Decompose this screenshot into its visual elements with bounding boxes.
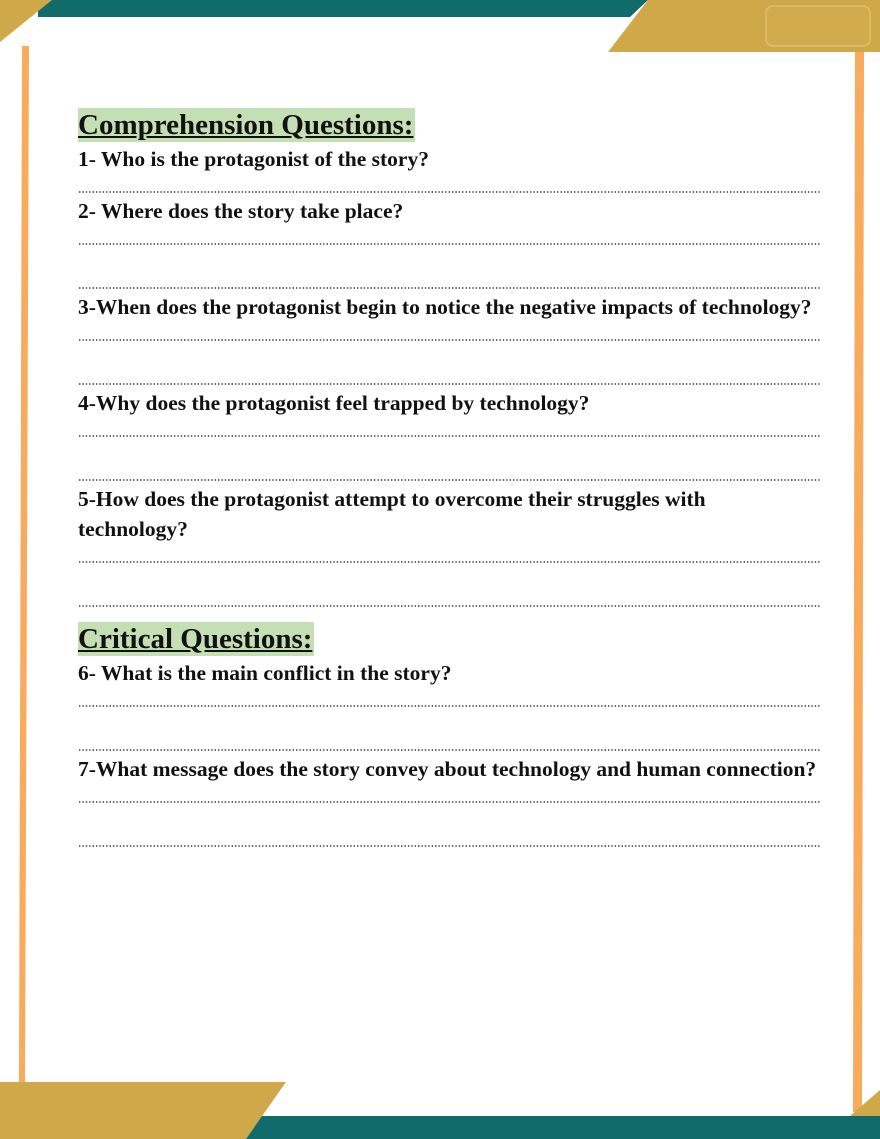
answer-line[interactable]: [78, 368, 820, 388]
section-heading: Critical Questions:: [78, 623, 313, 655]
bottom-left-gold-band: [0, 1082, 286, 1139]
answer-line[interactable]: [78, 786, 820, 806]
answer-line[interactable]: [78, 420, 820, 440]
top-teal-band: [38, 0, 648, 17]
answer-line[interactable]: [78, 546, 820, 566]
critical-section: [78, 622, 820, 850]
comprehension-section: [78, 108, 820, 610]
worksheet-content: [78, 108, 820, 850]
answer-line[interactable]: [78, 176, 820, 196]
answer-line[interactable]: [78, 228, 820, 248]
question-3: 3-When does the protagonist begin to notice the negative impacts of technology?: [78, 295, 812, 319]
answer-line[interactable]: [78, 734, 820, 754]
question-7: 7-What message does the story convey about technology and human connection?: [78, 757, 817, 781]
answer-line[interactable]: [78, 690, 820, 710]
answer-line[interactable]: [78, 272, 820, 292]
right-orange-border: [853, 52, 864, 1112]
left-orange-border: [19, 46, 29, 1082]
question-6: 6- What is the main conflict in the story?: [78, 661, 452, 685]
answer-line[interactable]: [78, 590, 820, 610]
top-right-gold-tab: [766, 6, 870, 46]
question-4: 4-Why does the protagonist feel trapped by technology?: [78, 391, 590, 415]
question-5: 5-How does the protagonist attempt to overcome their struggles with technology?: [78, 487, 706, 541]
question-1: 1- Who is the protagonist of the story?: [78, 147, 429, 171]
bottom-teal-band: [246, 1116, 880, 1139]
answer-line[interactable]: [78, 324, 820, 344]
answer-line[interactable]: [78, 464, 820, 484]
question-2: 2- Where does the story take place?: [78, 199, 404, 223]
answer-line[interactable]: [78, 830, 820, 850]
section-heading: Comprehension Questions:: [78, 109, 414, 141]
